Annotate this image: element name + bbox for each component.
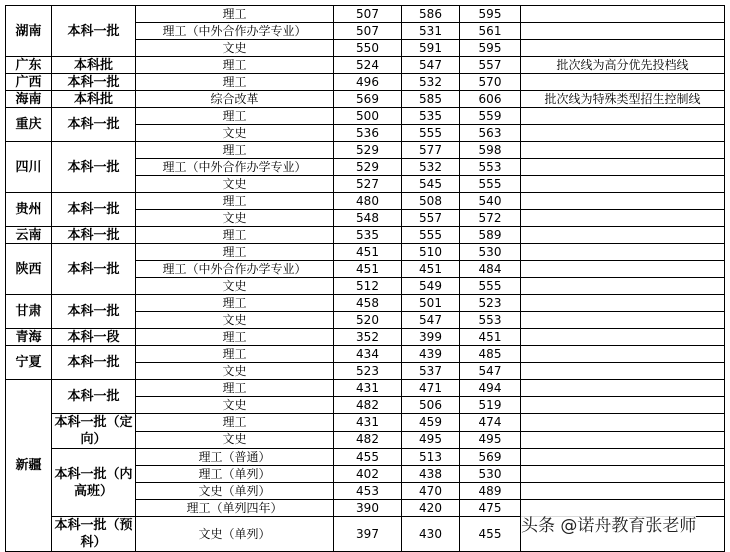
subject-cell: 理工 bbox=[136, 6, 334, 23]
score-cell: 547 bbox=[460, 363, 521, 380]
batch-cell: 本科批 bbox=[52, 57, 136, 74]
score-cell: 535 bbox=[402, 108, 460, 125]
batch-cell: 本科一批 bbox=[52, 108, 136, 142]
score-cell: 606 bbox=[460, 91, 521, 108]
subject-cell: 理工 bbox=[136, 414, 334, 432]
table-row bbox=[6, 449, 725, 466]
score-cell: 458 bbox=[334, 295, 402, 312]
province-cell: 新疆 bbox=[6, 380, 52, 552]
score-cell: 399 bbox=[402, 329, 460, 346]
subject-cell: 文史 bbox=[136, 312, 334, 329]
score-cell: 591 bbox=[402, 40, 460, 57]
score-cell: 484 bbox=[460, 261, 521, 278]
table-body bbox=[6, 6, 725, 552]
province-cell: 宁夏 bbox=[6, 346, 52, 380]
score-table-wrapper bbox=[5, 5, 725, 552]
score-cell: 475 bbox=[460, 500, 521, 517]
table-row bbox=[6, 380, 725, 397]
score-cell: 420 bbox=[402, 500, 460, 517]
score-cell: 455 bbox=[460, 517, 521, 552]
subject-cell: 文史 bbox=[136, 125, 334, 142]
subject-cell: 理工 bbox=[136, 380, 334, 397]
table-row bbox=[6, 193, 725, 210]
note-cell bbox=[521, 23, 725, 40]
batch-cell: 本科一批（预科） bbox=[52, 517, 136, 552]
score-cell: 577 bbox=[402, 142, 460, 159]
table-row bbox=[6, 414, 725, 432]
subject-cell: 文史 bbox=[136, 210, 334, 227]
subject-cell: 理工（中外合作办学专业） bbox=[136, 159, 334, 176]
score-cell: 570 bbox=[460, 74, 521, 91]
province-cell: 湖南 bbox=[6, 6, 52, 57]
batch-cell: 本科一批 bbox=[52, 74, 136, 91]
score-cell: 529 bbox=[334, 159, 402, 176]
score-cell: 561 bbox=[460, 23, 521, 40]
score-cell: 495 bbox=[402, 431, 460, 449]
note-cell bbox=[521, 244, 725, 261]
score-cell: 545 bbox=[402, 176, 460, 193]
note-cell bbox=[521, 108, 725, 125]
note-cell bbox=[521, 329, 725, 346]
subject-cell: 理工（中外合作办学专业） bbox=[136, 261, 334, 278]
score-cell: 434 bbox=[334, 346, 402, 363]
score-cell: 530 bbox=[460, 244, 521, 261]
score-cell: 549 bbox=[402, 278, 460, 295]
score-cell: 485 bbox=[460, 346, 521, 363]
province-cell: 甘肃 bbox=[6, 295, 52, 329]
note-cell bbox=[521, 380, 725, 397]
province-cell: 广东 bbox=[6, 57, 52, 74]
score-cell: 520 bbox=[334, 312, 402, 329]
score-cell: 496 bbox=[334, 74, 402, 91]
note-cell bbox=[521, 397, 725, 414]
note-cell bbox=[521, 159, 725, 176]
province-cell: 四川 bbox=[6, 142, 52, 193]
score-cell: 523 bbox=[334, 363, 402, 380]
note-cell bbox=[521, 40, 725, 57]
subject-cell: 文史 bbox=[136, 431, 334, 449]
score-cell: 513 bbox=[402, 449, 460, 466]
note-cell bbox=[521, 363, 725, 380]
subject-cell: 理工（单列四年） bbox=[136, 500, 334, 517]
score-cell: 569 bbox=[460, 449, 521, 466]
score-cell: 455 bbox=[334, 449, 402, 466]
subject-cell: 理工 bbox=[136, 142, 334, 159]
note-cell bbox=[521, 193, 725, 210]
score-cell: 531 bbox=[402, 23, 460, 40]
batch-cell: 本科一批 bbox=[52, 6, 136, 57]
score-cell: 431 bbox=[334, 414, 402, 432]
note-cell bbox=[521, 449, 725, 466]
batch-cell: 本科一段 bbox=[52, 329, 136, 346]
score-cell: 507 bbox=[334, 23, 402, 40]
score-cell: 489 bbox=[460, 483, 521, 500]
table-row bbox=[6, 295, 725, 312]
table-row bbox=[6, 91, 725, 108]
note-cell bbox=[521, 312, 725, 329]
score-cell: 474 bbox=[460, 414, 521, 432]
subject-cell: 理工 bbox=[136, 57, 334, 74]
admission-score-table bbox=[5, 5, 725, 552]
score-cell: 430 bbox=[402, 517, 460, 552]
score-cell: 532 bbox=[402, 159, 460, 176]
score-cell: 451 bbox=[334, 261, 402, 278]
table-row bbox=[6, 346, 725, 363]
table-row bbox=[6, 244, 725, 261]
province-cell: 陕西 bbox=[6, 244, 52, 295]
score-cell: 589 bbox=[460, 227, 521, 244]
score-cell: 482 bbox=[334, 397, 402, 414]
subject-cell: 理工 bbox=[136, 193, 334, 210]
subject-cell: 文史 bbox=[136, 363, 334, 380]
subject-cell: 文史 bbox=[136, 278, 334, 295]
score-cell: 555 bbox=[460, 176, 521, 193]
batch-cell: 本科一批 bbox=[52, 295, 136, 329]
note-cell bbox=[521, 346, 725, 363]
batch-cell: 本科一批（定向） bbox=[52, 414, 136, 449]
score-cell: 530 bbox=[460, 466, 521, 483]
table-row bbox=[6, 74, 725, 91]
subject-cell: 理工 bbox=[136, 227, 334, 244]
subject-cell: 理工 bbox=[136, 244, 334, 261]
batch-cell: 本科一批 bbox=[52, 193, 136, 227]
score-cell: 595 bbox=[460, 40, 521, 57]
batch-cell: 本科一批 bbox=[52, 380, 136, 414]
score-cell: 586 bbox=[402, 6, 460, 23]
subject-cell: 理工 bbox=[136, 329, 334, 346]
score-cell: 390 bbox=[334, 500, 402, 517]
subject-cell: 理工 bbox=[136, 295, 334, 312]
score-cell: 553 bbox=[460, 159, 521, 176]
batch-cell: 本科一批 bbox=[52, 227, 136, 244]
score-cell: 451 bbox=[460, 329, 521, 346]
province-cell: 青海 bbox=[6, 329, 52, 346]
table-row bbox=[6, 329, 725, 346]
watermark-text: 头条 @诺舟教育张老师 bbox=[521, 511, 696, 536]
note-cell: 批次线为高分优先投档线 bbox=[521, 57, 725, 74]
subject-cell: 理工（普通） bbox=[136, 449, 334, 466]
score-cell: 532 bbox=[402, 74, 460, 91]
batch-cell: 本科批 bbox=[52, 91, 136, 108]
score-cell: 352 bbox=[334, 329, 402, 346]
note-cell bbox=[521, 74, 725, 91]
score-cell: 523 bbox=[460, 295, 521, 312]
note-cell bbox=[521, 466, 725, 483]
score-cell: 550 bbox=[334, 40, 402, 57]
score-cell: 482 bbox=[334, 431, 402, 449]
subject-cell: 理工（单列） bbox=[136, 466, 334, 483]
score-cell: 553 bbox=[460, 312, 521, 329]
score-cell: 527 bbox=[334, 176, 402, 193]
note-cell bbox=[521, 431, 725, 449]
score-cell: 501 bbox=[402, 295, 460, 312]
subject-cell: 文史 bbox=[136, 397, 334, 414]
subject-cell: 理工 bbox=[136, 346, 334, 363]
score-cell: 529 bbox=[334, 142, 402, 159]
score-cell: 572 bbox=[460, 210, 521, 227]
score-cell: 495 bbox=[460, 431, 521, 449]
table-row bbox=[6, 108, 725, 125]
note-cell bbox=[521, 278, 725, 295]
note-cell bbox=[521, 483, 725, 500]
province-cell: 云南 bbox=[6, 227, 52, 244]
note-cell bbox=[521, 125, 725, 142]
score-cell: 557 bbox=[460, 57, 521, 74]
note-cell bbox=[521, 414, 725, 432]
note-cell bbox=[521, 227, 725, 244]
score-cell: 453 bbox=[334, 483, 402, 500]
province-cell: 重庆 bbox=[6, 108, 52, 142]
subject-cell: 文史 bbox=[136, 40, 334, 57]
score-cell: 470 bbox=[402, 483, 460, 500]
province-cell: 广西 bbox=[6, 74, 52, 91]
subject-cell: 文史 bbox=[136, 176, 334, 193]
score-cell: 459 bbox=[402, 414, 460, 432]
subject-cell: 综合改革 bbox=[136, 91, 334, 108]
note-cell bbox=[521, 261, 725, 278]
score-cell: 536 bbox=[334, 125, 402, 142]
note-cell bbox=[521, 142, 725, 159]
score-cell: 555 bbox=[402, 227, 460, 244]
score-cell: 451 bbox=[402, 261, 460, 278]
score-cell: 471 bbox=[402, 380, 460, 397]
score-cell: 569 bbox=[334, 91, 402, 108]
note-cell bbox=[521, 295, 725, 312]
score-cell: 598 bbox=[460, 142, 521, 159]
score-cell: 397 bbox=[334, 517, 402, 552]
score-cell: 557 bbox=[402, 210, 460, 227]
table-row bbox=[6, 57, 725, 74]
score-cell: 563 bbox=[460, 125, 521, 142]
score-cell: 500 bbox=[334, 108, 402, 125]
table-row bbox=[6, 227, 725, 244]
note-cell bbox=[521, 176, 725, 193]
score-cell: 451 bbox=[334, 244, 402, 261]
score-cell: 585 bbox=[402, 91, 460, 108]
score-cell: 537 bbox=[402, 363, 460, 380]
score-cell: 439 bbox=[402, 346, 460, 363]
score-cell: 508 bbox=[402, 193, 460, 210]
province-cell: 贵州 bbox=[6, 193, 52, 227]
table-row bbox=[6, 6, 725, 23]
subject-cell: 文史（单列） bbox=[136, 483, 334, 500]
score-cell: 506 bbox=[402, 397, 460, 414]
subject-cell: 理工（中外合作办学专业） bbox=[136, 23, 334, 40]
subject-cell: 理工 bbox=[136, 108, 334, 125]
score-cell: 402 bbox=[334, 466, 402, 483]
note-cell: 批次线为特殊类型招生控制线 bbox=[521, 91, 725, 108]
batch-cell: 本科一批 bbox=[52, 142, 136, 193]
score-cell: 547 bbox=[402, 312, 460, 329]
score-cell: 595 bbox=[460, 6, 521, 23]
score-cell: 512 bbox=[334, 278, 402, 295]
score-cell: 540 bbox=[460, 193, 521, 210]
score-cell: 555 bbox=[460, 278, 521, 295]
score-cell: 547 bbox=[402, 57, 460, 74]
note-cell bbox=[521, 210, 725, 227]
score-cell: 519 bbox=[460, 397, 521, 414]
score-cell: 559 bbox=[460, 108, 521, 125]
score-cell: 507 bbox=[334, 6, 402, 23]
score-cell: 431 bbox=[334, 380, 402, 397]
province-cell: 海南 bbox=[6, 91, 52, 108]
score-cell: 524 bbox=[334, 57, 402, 74]
batch-cell: 本科一批（内高班） bbox=[52, 449, 136, 517]
subject-cell: 文史（单列） bbox=[136, 517, 334, 552]
score-cell: 555 bbox=[402, 125, 460, 142]
note-cell bbox=[521, 6, 725, 23]
score-cell: 494 bbox=[460, 380, 521, 397]
score-cell: 535 bbox=[334, 227, 402, 244]
batch-cell: 本科一批 bbox=[52, 244, 136, 295]
table-row bbox=[6, 142, 725, 159]
score-cell: 510 bbox=[402, 244, 460, 261]
batch-cell: 本科一批 bbox=[52, 346, 136, 380]
score-cell: 548 bbox=[334, 210, 402, 227]
score-cell: 438 bbox=[402, 466, 460, 483]
subject-cell: 理工 bbox=[136, 74, 334, 91]
score-cell: 480 bbox=[334, 193, 402, 210]
